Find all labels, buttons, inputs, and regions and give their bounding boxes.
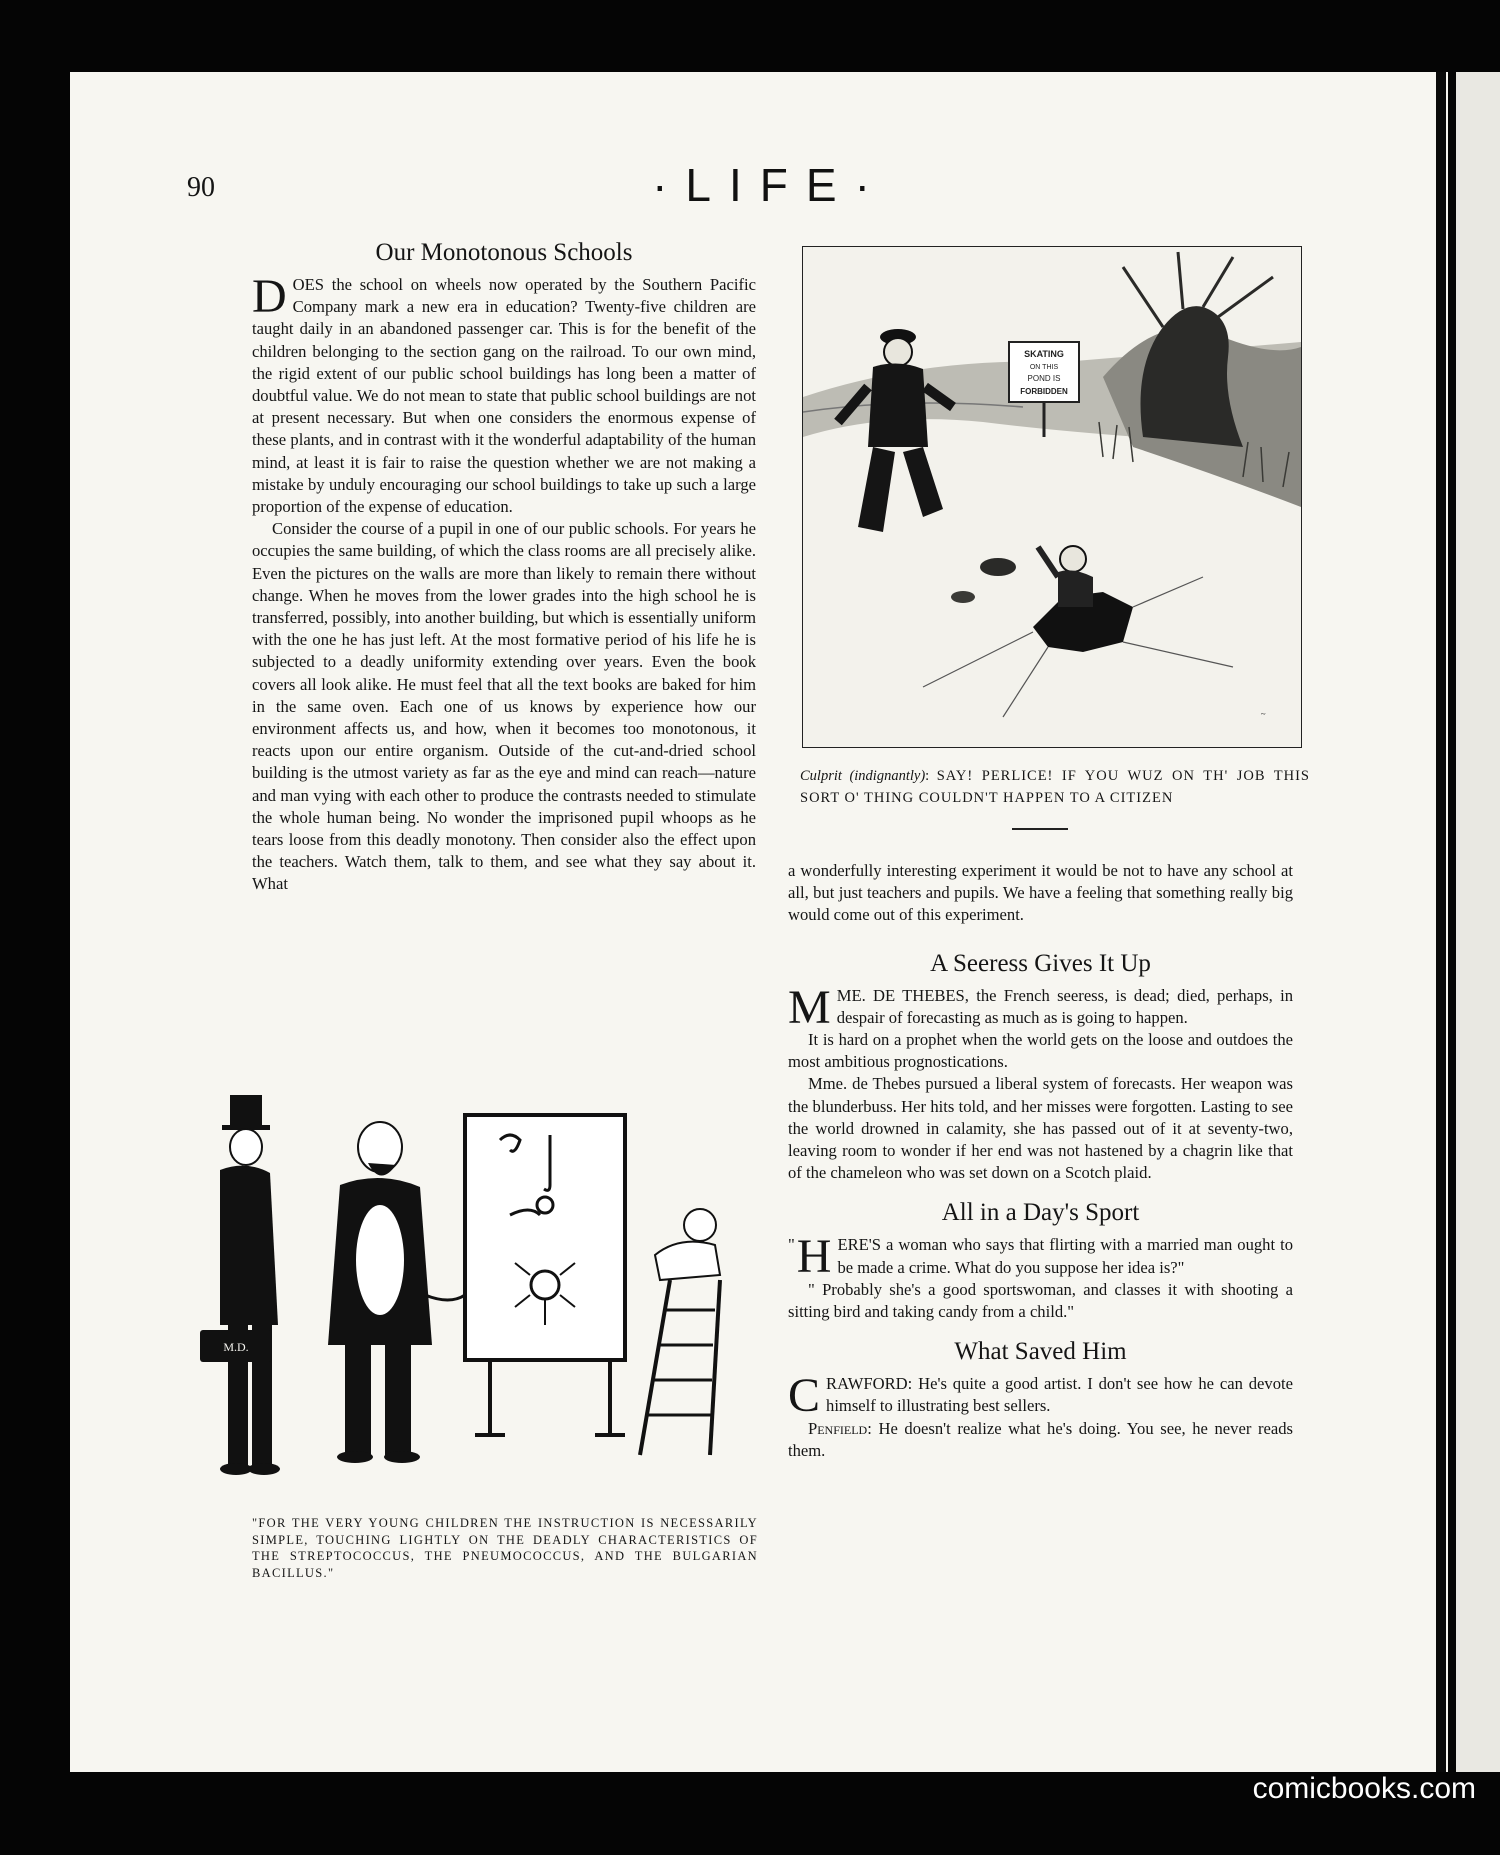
sign-line-3: POND IS (1027, 374, 1061, 383)
bacteria-chart (465, 1115, 625, 1435)
drop-cap: M (788, 980, 831, 1034)
artist-signature: ~ (1260, 709, 1266, 719)
caption-direction: (indignantly) (849, 768, 926, 784)
section-rule (1012, 828, 1068, 830)
lecturer-figure (328, 1122, 465, 1463)
baby-highchair-figure (640, 1209, 720, 1455)
article-continuation: a wonderfully interesting experiment it would be not to have any school at all, but just teachers and pupils. We have a feeling that something really big would come out of this experiment. (788, 861, 1293, 925)
pond-drawing (803, 247, 1301, 747)
article-title: A Seeress Gives It Up (930, 949, 1151, 977)
doctors-drawing (200, 1095, 740, 1495)
page-number: 90 (187, 172, 215, 203)
article-title: Our Monotonous Schools (375, 239, 633, 266)
open-quote: " (788, 1235, 795, 1255)
speaker-name: Penfield: (808, 1418, 872, 1438)
article-paragraph (788, 1418, 1293, 1462)
drop-cap: H (796, 1230, 832, 1284)
adjacent-page-edge (1456, 72, 1500, 1772)
sign-line-1: SKATING (1024, 349, 1064, 359)
article-paragraph (788, 980, 1293, 1034)
caption-speaker: Culprit (800, 768, 842, 784)
sign-line-4: FORBIDDEN (1020, 387, 1068, 396)
sign-line-2: ON THIS (1029, 364, 1059, 371)
article-paragraph: It is hard on a prophet when the world gets on the loose and outdoes the most ambitious prognostications. (788, 1030, 1293, 1072)
watermark: comicbooks.com (1252, 1772, 1476, 1805)
article-title: What Saved Him (954, 1338, 1127, 1366)
top-hat-doctor-figure (200, 1095, 280, 1475)
article-paragraph: " Probably she's a good sportswoman, and classes it with shooting a sitting bird and taking candy from a child." (788, 1279, 1293, 1322)
paragraph-text: ERE'S a woman who says that flirting with a married man ought to be made a crime. What do you suppose her idea is?" (837, 1235, 1293, 1277)
article-paragraph: Consider the course of a pupil in one of our public schools. For years he occupies the same building, of which the class rooms are all precisely alike. Even the pictures on the walls are more than likely to remain there without change. When he moves from the lower grades into the high school he is transferred, possibly, into another building, but which is essentially uniform with the one he has just left. At the most formative period of his life he is subjected to a deadly uniformity extending over years. Even the book covers all look alike. He must feel that all the text books are baked for him in the same oven. Each one of us knows by experience how our environment affects us, and how, when it becomes too monotonous, it reacts upon our entire organism. Outside of the cut-and-dried school building is the utmost variety as far as the eye and mind can reach—nature and man vying with each other to produce the contrasts needed to stimulate the whole human being. No wonder the imprisoned pupil whoops as he tears loose from this deadly monotony. Then consider also the effect upon the teachers. Watch them, talk to them, and see what they say about it. What (252, 519, 756, 894)
binding-gutter (1436, 72, 1446, 1772)
paragraph-text: OES the school on wheels now operated by the Southern Pacific Company mark a new era in education? Twenty-five children are taught daily in an abandoned passenger car. This is for the benefit of the children belonging to the section gang on the railroad. To our own mind, the rigid extent of our public school buildings has long been a matter of doubtful value. We do not mean to state that public school buildings are not at present necessary. But when one considers the enormous expense of these plants, and in contrast with it the wonderful adaptability of the human mind, at least it is fair to raise the question whether we are not making a mistake by unduly encouraging our school buildings to take up such a large proportion of the expense of education. (252, 275, 756, 517)
article-title: All in a Day's Sport (941, 1199, 1140, 1227)
drop-cap: D (252, 270, 287, 323)
article-paragraph (788, 1230, 1293, 1284)
article-paragraph (252, 270, 756, 518)
article-paragraph (788, 1369, 1293, 1423)
doctors-cartoon (200, 1095, 740, 1855)
doctor-bag-label: M.D. (223, 1340, 249, 1354)
paragraph-text: He doesn't realize what he's doing. You see, he never reads them. (788, 1418, 1293, 1460)
doctors-cartoon-caption: "FOR THE VERY YOUNG CHILDREN THE INSTRUCTION IS NECESSARILY SIMPLE, TOUCHING LIGHTLY ON THE DEADLY CHARACTERISTICS OF THE STREPTOCOCCUS, THE PNEUMOCOCCUS, AND THE BULGARIAN BACILLUS." (252, 1516, 758, 1580)
paragraph-text: RAWFORD: He's quite a good artist. I don't see how he can devote himself to illustrating best sellers. (826, 1374, 1293, 1416)
masthead: ·LIFE· (652, 159, 888, 211)
paragraph-text: ME. DE THEBES, the French seeress, is dead; died, perhaps, in despair of forecasting as much as is going to happen. (836, 985, 1293, 1027)
skating-cartoon-caption: Culprit (indignantly): SAY! PERLICE! IF YOU WUZ ON TH' JOB THIS SORT O' THING COULDN'T HAPPEN TO A CITIZEN (800, 768, 1310, 806)
article-paragraph: Mme. de Thebes pursued a liberal system of forecasts. Her weapon was the blunderbuss. Her hits told, and her misses were forgotten. Lasting to see the world drowned in calamity, she has passed out of it at seventy-two, leaving room to wonder if her end was not hastened by a chagrin like that of the chameleon who was set down on a Scotch plaid. (788, 1074, 1293, 1183)
right-column-text (788, 860, 1293, 1462)
skating-pond-illustration (802, 246, 1302, 748)
caption-quote: SAY! PERLICE! IF YOU WUZ ON TH' JOB THIS SORT O' THING COULDN'T HAPPEN TO A CITIZEN (800, 768, 1310, 806)
drop-cap: C (788, 1369, 821, 1423)
article-monotonous-schools (252, 238, 756, 896)
